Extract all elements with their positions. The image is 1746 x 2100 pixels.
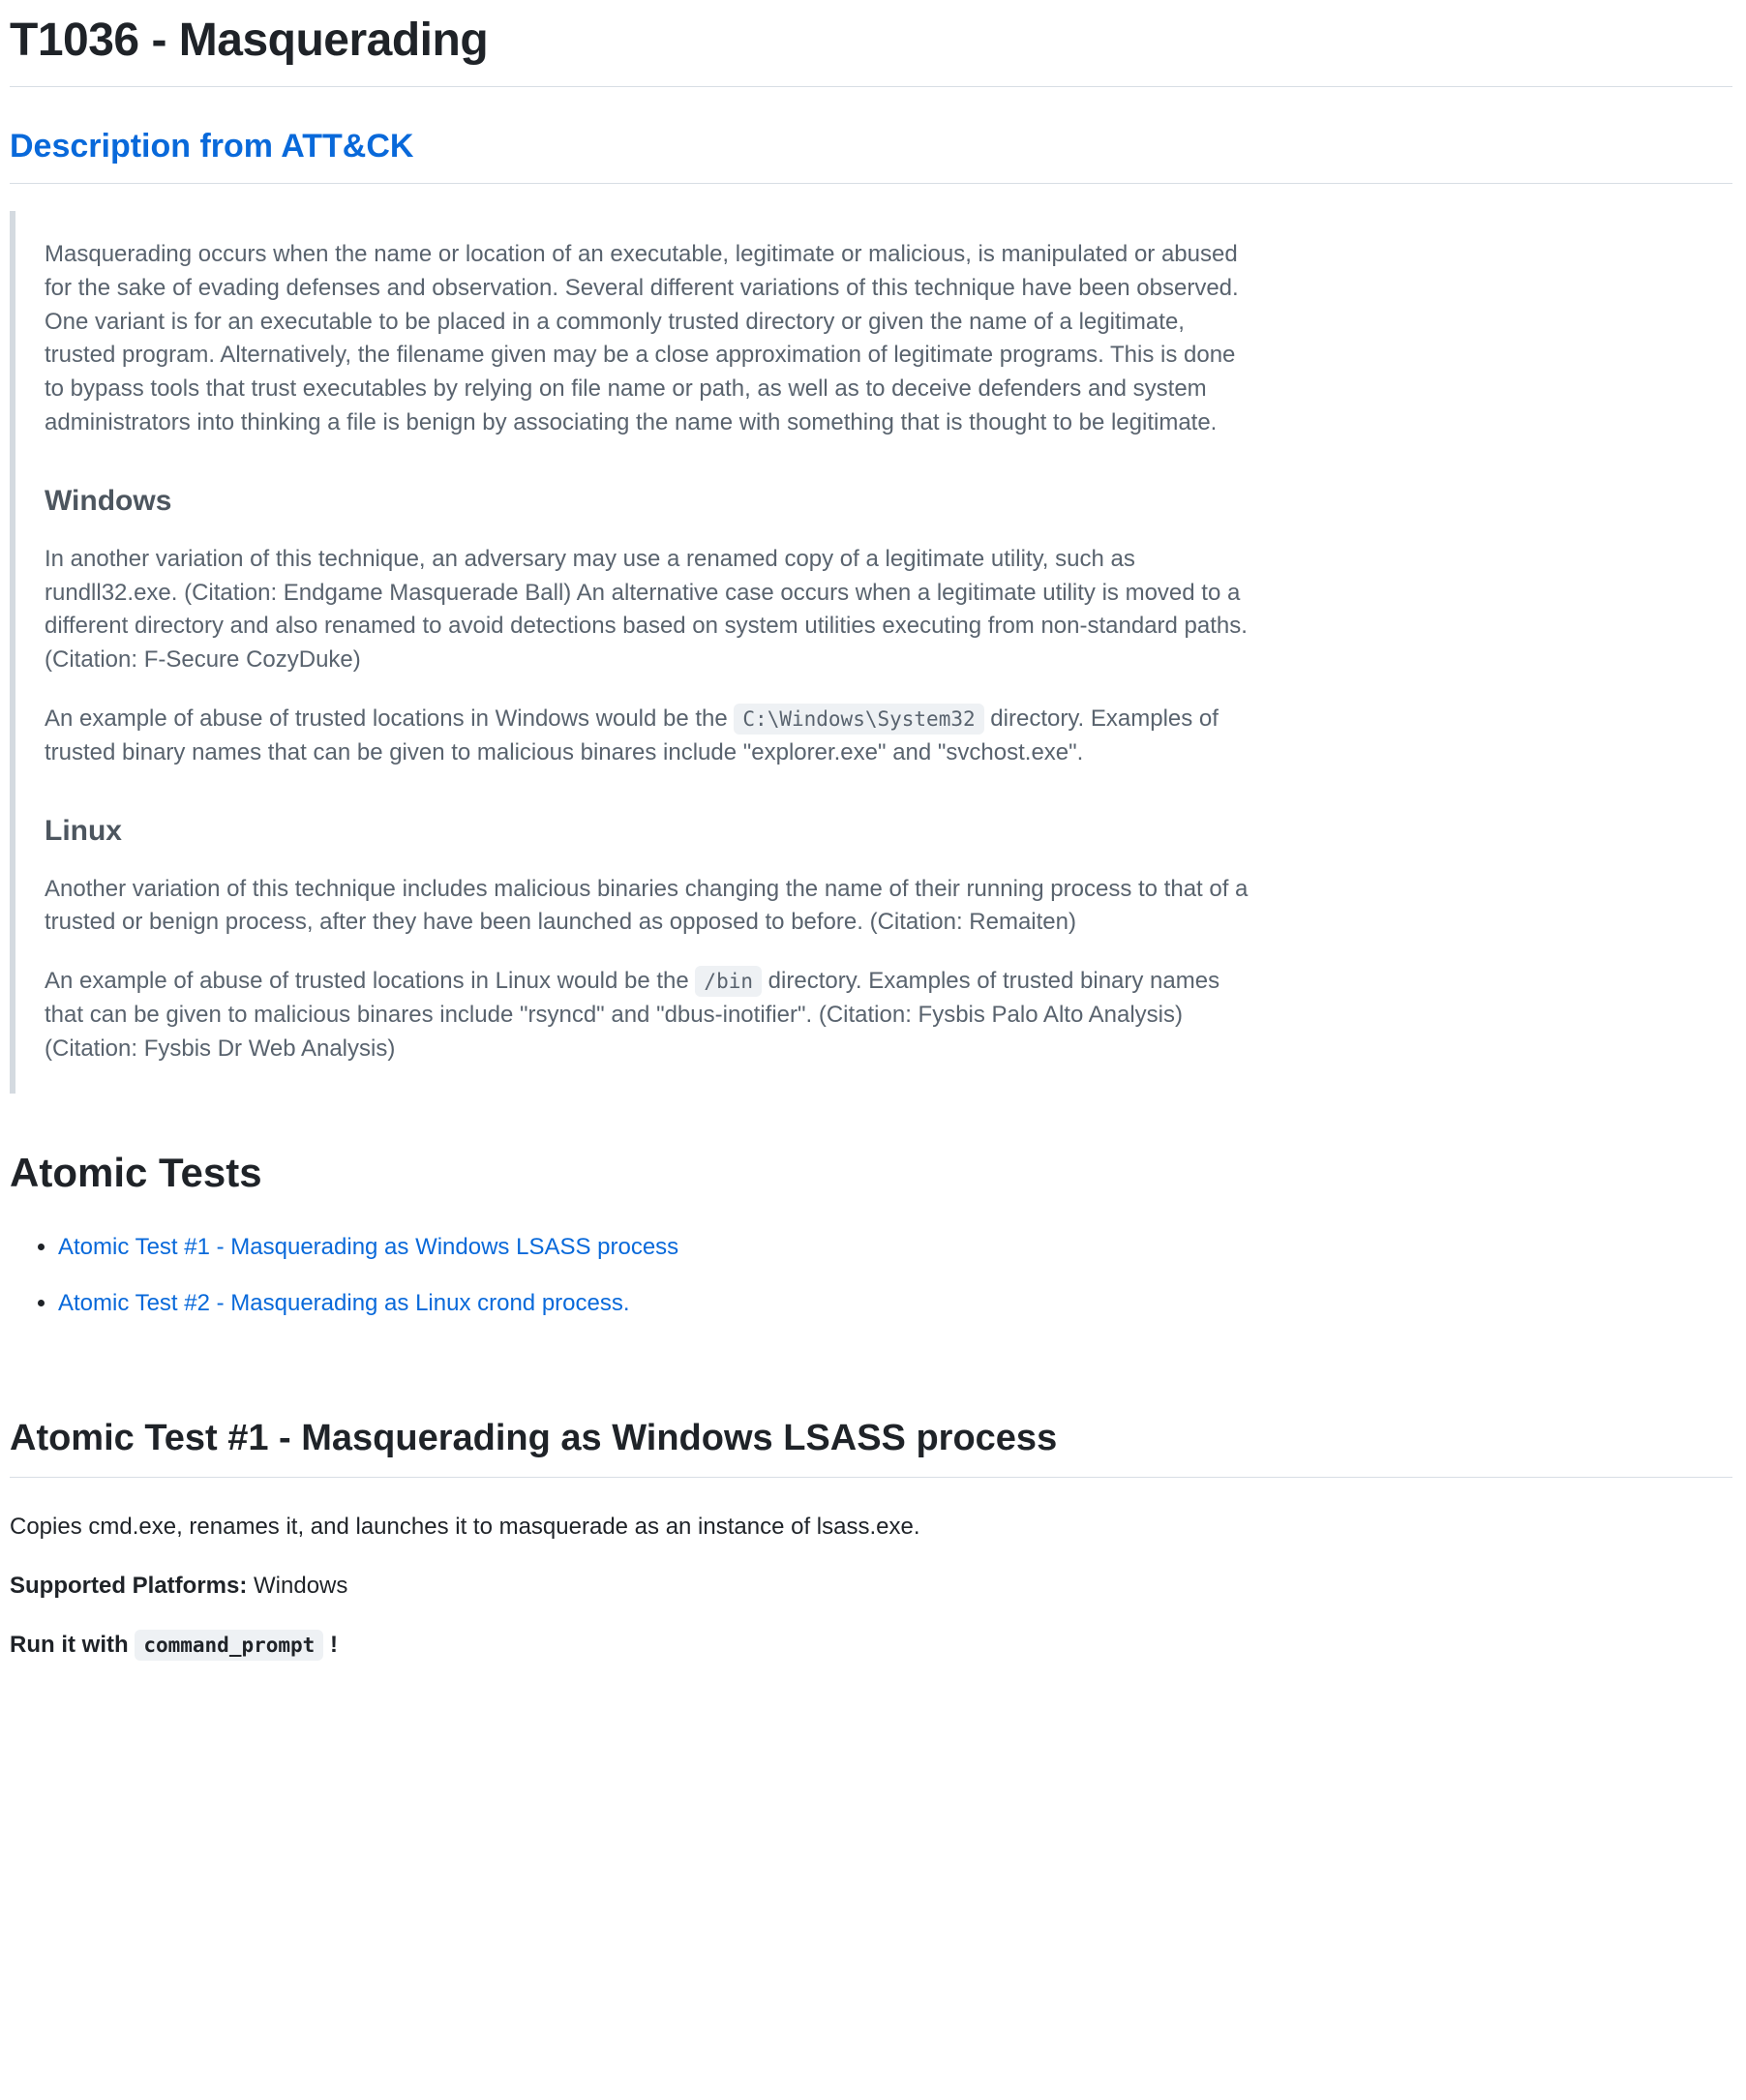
linux-subheading: Linux [45, 814, 122, 847]
atomic-test-1-link[interactable]: Atomic Test #1 - Masquerading as Windows LSASS process [58, 1233, 679, 1260]
linux-paragraph-2 [45, 965, 1249, 1065]
atomic-test-2-link[interactable]: Atomic Test #2 - Masquerading as Linux crond process. [58, 1290, 630, 1317]
atomic-tests-list-item [58, 1231, 1732, 1265]
linux-paragraph-2-pre: An example of abuse of trusted locations in Linux would be the [45, 968, 696, 995]
linux-path-inline-code: /bin [695, 966, 762, 997]
atomic-tests-list-item [58, 1287, 1732, 1321]
atomic-tests-list [10, 1231, 1732, 1322]
supported-platforms-value: Windows [254, 1572, 348, 1599]
command-prompt-inline-code: command_prompt [135, 1630, 323, 1661]
description-paragraph-1: Masquerading occurs when the name or location of an executable, legitimate or malicious, is manipulated or abused for the sake of evading defenses and observation. Several different variations of this technique have been observed. One variant is for an executable to be placed in a commonly trusted directory or given the name of a legitimate, trusted program. Alternatively, the filename given may be a close approximation of legitimate programs. This is done to bypass tools that trust executables by relying on file name or path, as well as to deceive defenders and system administrators into thinking a file is benign by associating the name with something that is thought to be legitimate. [45, 241, 1239, 435]
page-title: T1036 - Masquerading [10, 10, 1732, 87]
windows-paragraph-2-post: directory. Examples of trusted binary names that can be given to malicious binares include "explorer.exe" and "svchost.exe". [45, 705, 1219, 765]
atomic-tests-heading: Atomic Tests [10, 1149, 262, 1195]
run-instruction-line [10, 1629, 1732, 1663]
atomic-test-1-heading: Atomic Test #1 - Masquerading as Windows LSASS process [10, 1418, 1732, 1478]
windows-subheading: Windows [45, 484, 172, 517]
windows-paragraph-1: In another variation of this technique, an adversary may use a renamed copy of a legitimate utility, such as rundll32.exe. (Citation: Endgame Masquerade Ball) An alternative case occurs when a legitimate utility is moved to a different directory and also renamed to avoid detections based on system utilities executing from non-standard paths. (Citation: F-Secure CozyDuke) [45, 545, 1248, 674]
linux-paragraph-2-post: directory. Examples of trusted binary names that can be given to malicious binares include "rsyncd" and "dbus-inotifier". (Citation: Fysbis Palo Alto Analysis) (Citation: Fysbis Dr Web Analysis) [45, 968, 1220, 1062]
description-heading-link[interactable]: Description from ATT&CK [10, 128, 414, 165]
windows-paragraph-2-pre: An example of abuse of trusted locations in Windows would be the [45, 705, 735, 732]
windows-path-inline-code: C:\Windows\System32 [734, 704, 983, 735]
run-instruction-suffix: ! [330, 1631, 338, 1658]
supported-platforms-label: Supported Platforms: [10, 1572, 248, 1599]
windows-paragraph-2 [45, 703, 1249, 770]
run-instruction-label: Run it with [10, 1631, 129, 1658]
description-heading [10, 128, 1732, 184]
attack-description-blockquote [10, 211, 1732, 1094]
atomic-test-1-description: Copies cmd.exe, renames it, and launches it to masquerade as an instance of lsass.exe. [10, 1514, 920, 1541]
linux-paragraph-1: Another variation of this technique includes malicious binaries changing the name of their running process to that of a trusted or benign process, after they have been launched as opposed to before. (Citation: Remaiten) [45, 875, 1249, 936]
supported-platforms-line [10, 1570, 1732, 1604]
